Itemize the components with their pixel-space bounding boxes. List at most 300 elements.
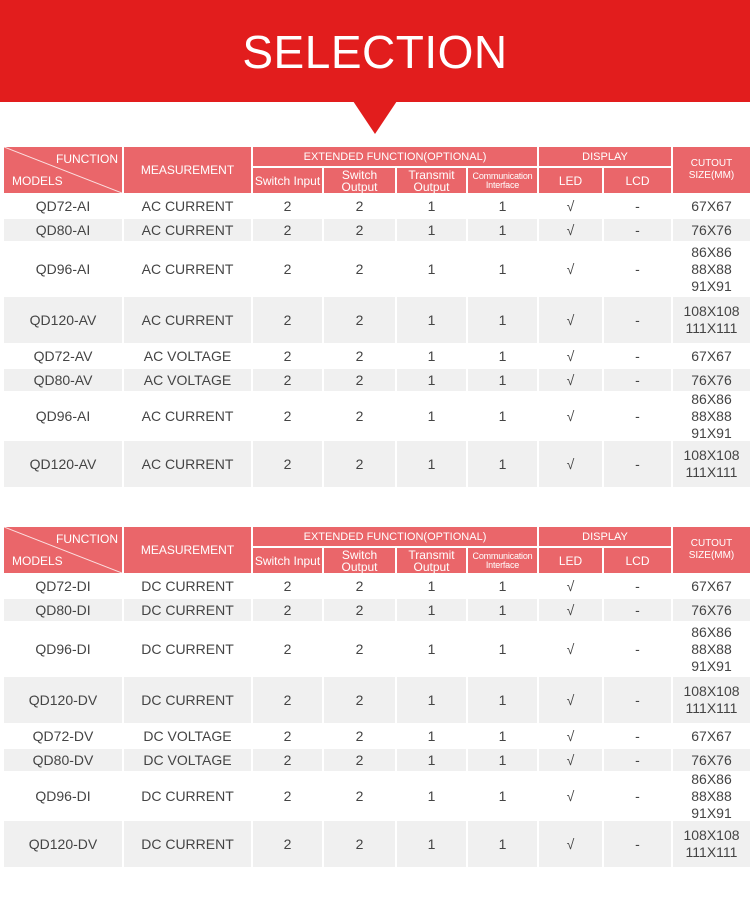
display-header bbox=[539, 147, 671, 166]
measurement-cell bbox=[124, 725, 251, 747]
measurement-cell bbox=[124, 677, 251, 723]
lcd-label: LCD bbox=[625, 173, 650, 188]
model-cell bbox=[4, 575, 122, 597]
transmit-output-cell bbox=[397, 773, 466, 819]
lcd-cell bbox=[604, 441, 671, 487]
cutout-value: 76X76 bbox=[691, 221, 732, 238]
led-cell bbox=[539, 219, 602, 241]
led-value: √ bbox=[566, 222, 575, 238]
led-cell bbox=[539, 243, 602, 295]
cutout-value: 76X76 bbox=[691, 601, 732, 618]
measurement-cell bbox=[124, 749, 251, 771]
model-value: QD72-DI bbox=[35, 578, 91, 594]
cutout-value: 67X67 bbox=[691, 727, 732, 744]
transmit-output-value: 1 bbox=[427, 312, 436, 328]
transmit-output-value: 1 bbox=[427, 456, 436, 472]
lcd-value: - bbox=[635, 692, 640, 708]
communication-value: 1 bbox=[498, 198, 507, 214]
lcd-cell bbox=[604, 677, 671, 723]
measurement-cell bbox=[124, 219, 251, 241]
switch-input-header bbox=[253, 548, 322, 573]
model-value: QD96-DI bbox=[35, 788, 91, 804]
models-label: MODELS bbox=[12, 174, 63, 188]
switch-input-cell bbox=[253, 725, 322, 747]
model-cell bbox=[4, 297, 122, 343]
banner-arrow bbox=[353, 101, 397, 134]
transmit-output-value: 1 bbox=[427, 261, 436, 277]
measurement-label: MEASUREMENT bbox=[140, 163, 235, 177]
lcd-cell bbox=[604, 219, 671, 241]
switch-output-value: 2 bbox=[355, 312, 364, 328]
switch-output-cell bbox=[324, 345, 395, 367]
transmit-output-cell bbox=[397, 441, 466, 487]
led-cell bbox=[539, 575, 602, 597]
lcd-value: - bbox=[635, 456, 640, 472]
transmit-output-value: 1 bbox=[427, 408, 436, 424]
model-value: QD96-AI bbox=[35, 261, 91, 277]
switch-input-value: 2 bbox=[283, 836, 292, 852]
communication-value: 1 bbox=[498, 372, 507, 388]
model-cell bbox=[4, 219, 122, 241]
led-value: √ bbox=[566, 728, 575, 744]
model-value: QD120-AV bbox=[29, 312, 97, 328]
switch-output-value: 2 bbox=[355, 788, 364, 804]
led-value: √ bbox=[566, 836, 575, 852]
switch-output-cell bbox=[324, 219, 395, 241]
measurement-value: DC VOLTAGE bbox=[143, 728, 232, 744]
measurement-cell bbox=[124, 623, 251, 675]
model-value: QD80-AI bbox=[35, 222, 91, 238]
communication-value: 1 bbox=[498, 788, 507, 804]
model-cell bbox=[4, 369, 122, 391]
selection-table-ac bbox=[4, 147, 750, 489]
switch-input-header-label: Switch Input bbox=[254, 173, 321, 188]
cutout-value: 67X67 bbox=[691, 347, 732, 364]
switch-input-value: 2 bbox=[283, 641, 292, 657]
communication-interface-header bbox=[468, 548, 537, 573]
switch-input-value: 2 bbox=[283, 312, 292, 328]
led-value: √ bbox=[566, 788, 575, 804]
switch-output-cell bbox=[324, 821, 395, 867]
communication-cell bbox=[468, 725, 537, 747]
model-cell bbox=[4, 243, 122, 295]
switch-output-cell bbox=[324, 243, 395, 295]
lcd-cell bbox=[604, 297, 671, 343]
transmit-output-cell bbox=[397, 749, 466, 771]
communication-value: 1 bbox=[498, 578, 507, 594]
switch-output-header-label: Switch Output bbox=[341, 548, 378, 573]
switch-input-value: 2 bbox=[283, 372, 292, 388]
switch-input-value: 2 bbox=[283, 261, 292, 277]
measurement-cell bbox=[124, 393, 251, 439]
communication-value: 1 bbox=[498, 728, 507, 744]
cutout-value: 91X91 bbox=[691, 424, 732, 439]
switch-input-cell bbox=[253, 195, 322, 217]
model-cell bbox=[4, 677, 122, 723]
communication-cell bbox=[468, 749, 537, 771]
cutout-header bbox=[673, 527, 750, 573]
measurement-cell bbox=[124, 599, 251, 621]
led-value: √ bbox=[566, 578, 575, 594]
lcd-cell bbox=[604, 599, 671, 621]
lcd-header bbox=[604, 168, 671, 193]
lcd-value: - bbox=[635, 728, 640, 744]
led-label: LED bbox=[558, 553, 583, 568]
cutout-cell bbox=[673, 773, 750, 819]
communication-cell bbox=[468, 821, 537, 867]
measurement-value: AC CURRENT bbox=[141, 198, 234, 214]
transmit-output-cell bbox=[397, 623, 466, 675]
measurement-value: AC CURRENT bbox=[141, 312, 234, 328]
model-value: QD80-AV bbox=[33, 372, 93, 388]
switch-input-value: 2 bbox=[283, 456, 292, 472]
switch-output-header bbox=[324, 548, 395, 573]
switch-output-cell bbox=[324, 773, 395, 819]
measurement-cell bbox=[124, 821, 251, 867]
switch-output-cell bbox=[324, 393, 395, 439]
lcd-value: - bbox=[635, 222, 640, 238]
cutout-value: 76X76 bbox=[691, 751, 732, 768]
led-cell bbox=[539, 773, 602, 819]
function-label: FUNCTION bbox=[56, 532, 118, 546]
measurement-value: AC CURRENT bbox=[141, 222, 234, 238]
switch-output-cell bbox=[324, 623, 395, 675]
switch-input-value: 2 bbox=[283, 198, 292, 214]
switch-output-header-label: Switch Output bbox=[341, 168, 378, 193]
switch-output-header bbox=[324, 168, 395, 193]
communication-cell bbox=[468, 345, 537, 367]
switch-input-value: 2 bbox=[283, 788, 292, 804]
cutout-value: 86X86 bbox=[691, 623, 732, 640]
cutout-value: 86X86 bbox=[691, 393, 732, 407]
transmit-output-cell bbox=[397, 219, 466, 241]
cutout-value: 111X111 bbox=[685, 844, 738, 860]
cutout-cell bbox=[673, 821, 750, 867]
lcd-value: - bbox=[635, 348, 640, 364]
cutout-value: 111X111 bbox=[685, 320, 738, 336]
lcd-label: LCD bbox=[625, 553, 650, 568]
switch-input-header-label: Switch Input bbox=[254, 553, 321, 568]
led-value: √ bbox=[566, 602, 575, 618]
switch-output-value: 2 bbox=[355, 602, 364, 618]
lcd-cell bbox=[604, 749, 671, 771]
function-label: FUNCTION bbox=[56, 152, 118, 166]
lcd-value: - bbox=[635, 372, 640, 388]
transmit-output-cell bbox=[397, 297, 466, 343]
communication-value: 1 bbox=[498, 408, 507, 424]
communication-cell bbox=[468, 441, 537, 487]
cutout-value: 76X76 bbox=[691, 371, 732, 388]
led-cell bbox=[539, 393, 602, 439]
switch-output-cell bbox=[324, 599, 395, 621]
transmit-output-cell bbox=[397, 677, 466, 723]
cutout-value: 88X88 bbox=[691, 787, 732, 804]
cutout-value: 86X86 bbox=[691, 773, 732, 787]
communication-value: 1 bbox=[498, 261, 507, 277]
cutout-value: 108X108 bbox=[683, 303, 740, 319]
cutout-label: CUTOUT SIZE(MM) bbox=[688, 158, 735, 181]
communication-value: 1 bbox=[498, 456, 507, 472]
model-cell bbox=[4, 773, 122, 819]
function-models-header bbox=[4, 147, 122, 193]
switch-input-cell bbox=[253, 599, 322, 621]
extended-function-label: EXTENDED FUNCTION(OPTIONAL) bbox=[303, 150, 487, 163]
switch-output-cell bbox=[324, 677, 395, 723]
led-value: √ bbox=[566, 312, 575, 328]
cutout-cell bbox=[673, 243, 750, 295]
measurement-header bbox=[124, 147, 251, 193]
switch-input-cell bbox=[253, 821, 322, 867]
communication-cell bbox=[468, 393, 537, 439]
switch-input-cell bbox=[253, 575, 322, 597]
extended-function-header bbox=[253, 147, 537, 166]
led-value: √ bbox=[566, 348, 575, 364]
cutout-value: 108X108 bbox=[683, 827, 740, 843]
communication-cell bbox=[468, 219, 537, 241]
switch-input-cell bbox=[253, 749, 322, 771]
switch-input-cell bbox=[253, 623, 322, 675]
cutout-cell bbox=[673, 195, 750, 217]
switch-output-value: 2 bbox=[355, 372, 364, 388]
display-label: DISPLAY bbox=[582, 150, 628, 163]
switch-output-value: 2 bbox=[355, 222, 364, 238]
communication-cell bbox=[468, 195, 537, 217]
transmit-output-cell bbox=[397, 243, 466, 295]
communication-value: 1 bbox=[498, 602, 507, 618]
cutout-cell bbox=[673, 393, 750, 439]
switch-output-cell bbox=[324, 441, 395, 487]
display-header bbox=[539, 527, 671, 546]
transmit-output-cell bbox=[397, 393, 466, 439]
lcd-value: - bbox=[635, 836, 640, 852]
communication-interface-header-label: Communication Interface bbox=[472, 550, 533, 570]
transmit-output-value: 1 bbox=[427, 728, 436, 744]
model-value: QD120-AV bbox=[29, 456, 97, 472]
communication-cell bbox=[468, 575, 537, 597]
led-label: LED bbox=[558, 173, 583, 188]
cutout-value: 111X111 bbox=[685, 464, 738, 480]
lcd-cell bbox=[604, 369, 671, 391]
models-label: MODELS bbox=[12, 554, 63, 568]
measurement-cell bbox=[124, 345, 251, 367]
cutout-cell bbox=[673, 219, 750, 241]
led-cell bbox=[539, 623, 602, 675]
lcd-value: - bbox=[635, 602, 640, 618]
led-value: √ bbox=[566, 261, 575, 277]
transmit-output-header-label: Transmit Output bbox=[408, 168, 455, 193]
measurement-label: MEASUREMENT bbox=[140, 543, 235, 557]
cutout-cell bbox=[673, 677, 750, 723]
switch-output-cell bbox=[324, 369, 395, 391]
switch-input-value: 2 bbox=[283, 578, 292, 594]
cutout-value: 88X88 bbox=[691, 640, 732, 657]
measurement-value: DC CURRENT bbox=[141, 602, 234, 618]
measurement-header bbox=[124, 527, 251, 573]
cutout-cell bbox=[673, 575, 750, 597]
switch-output-value: 2 bbox=[355, 578, 364, 594]
communication-cell bbox=[468, 369, 537, 391]
model-cell bbox=[4, 195, 122, 217]
cutout-value: 91X91 bbox=[691, 277, 732, 294]
measurement-value: AC CURRENT bbox=[141, 408, 234, 424]
cutout-value: 91X91 bbox=[691, 657, 732, 674]
led-cell bbox=[539, 195, 602, 217]
model-value: QD120-DV bbox=[28, 836, 98, 852]
switch-input-cell bbox=[253, 677, 322, 723]
led-cell bbox=[539, 749, 602, 771]
function-models-header bbox=[4, 527, 122, 573]
model-cell bbox=[4, 345, 122, 367]
led-cell bbox=[539, 297, 602, 343]
cutout-value: 91X91 bbox=[691, 804, 732, 819]
transmit-output-cell bbox=[397, 369, 466, 391]
communication-value: 1 bbox=[498, 222, 507, 238]
transmit-output-value: 1 bbox=[427, 578, 436, 594]
measurement-value: DC VOLTAGE bbox=[143, 752, 232, 768]
measurement-cell bbox=[124, 297, 251, 343]
communication-cell bbox=[468, 243, 537, 295]
switch-input-cell bbox=[253, 345, 322, 367]
lcd-value: - bbox=[635, 198, 640, 214]
cutout-cell bbox=[673, 297, 750, 343]
communication-cell bbox=[468, 623, 537, 675]
model-cell bbox=[4, 393, 122, 439]
model-value: QD72-AV bbox=[33, 348, 93, 364]
transmit-output-cell bbox=[397, 575, 466, 597]
transmit-output-cell bbox=[397, 599, 466, 621]
switch-output-cell bbox=[324, 575, 395, 597]
transmit-output-cell bbox=[397, 195, 466, 217]
switch-output-value: 2 bbox=[355, 408, 364, 424]
measurement-value: AC CURRENT bbox=[141, 261, 234, 277]
transmit-output-value: 1 bbox=[427, 836, 436, 852]
switch-input-cell bbox=[253, 773, 322, 819]
lcd-value: - bbox=[635, 312, 640, 328]
lcd-value: - bbox=[635, 641, 640, 657]
led-value: √ bbox=[566, 692, 575, 708]
cutout-value: 88X88 bbox=[691, 260, 732, 277]
measurement-value: DC CURRENT bbox=[141, 788, 234, 804]
model-cell bbox=[4, 623, 122, 675]
switch-output-value: 2 bbox=[355, 692, 364, 708]
cutout-value: 108X108 bbox=[683, 447, 740, 463]
switch-input-value: 2 bbox=[283, 692, 292, 708]
led-value: √ bbox=[566, 198, 575, 214]
transmit-output-value: 1 bbox=[427, 372, 436, 388]
cutout-cell bbox=[673, 599, 750, 621]
model-value: QD80-DI bbox=[35, 602, 91, 618]
transmit-output-value: 1 bbox=[427, 788, 436, 804]
communication-cell bbox=[468, 599, 537, 621]
led-cell bbox=[539, 345, 602, 367]
transmit-output-value: 1 bbox=[427, 348, 436, 364]
transmit-output-value: 1 bbox=[427, 602, 436, 618]
measurement-value: DC CURRENT bbox=[141, 692, 234, 708]
switch-output-cell bbox=[324, 195, 395, 217]
lcd-cell bbox=[604, 773, 671, 819]
selection-table-dc bbox=[4, 527, 750, 869]
lcd-header bbox=[604, 548, 671, 573]
lcd-cell bbox=[604, 575, 671, 597]
switch-output-value: 2 bbox=[355, 752, 364, 768]
model-cell bbox=[4, 725, 122, 747]
transmit-output-value: 1 bbox=[427, 752, 436, 768]
measurement-cell bbox=[124, 773, 251, 819]
cutout-label: CUTOUT SIZE(MM) bbox=[688, 538, 735, 561]
extended-function-label: EXTENDED FUNCTION(OPTIONAL) bbox=[303, 530, 487, 543]
switch-output-cell bbox=[324, 297, 395, 343]
lcd-value: - bbox=[635, 752, 640, 768]
measurement-cell bbox=[124, 195, 251, 217]
led-value: √ bbox=[566, 752, 575, 768]
switch-input-cell bbox=[253, 219, 322, 241]
communication-cell bbox=[468, 677, 537, 723]
cutout-cell bbox=[673, 345, 750, 367]
switch-input-cell bbox=[253, 393, 322, 439]
transmit-output-value: 1 bbox=[427, 222, 436, 238]
lcd-cell bbox=[604, 725, 671, 747]
switch-input-value: 2 bbox=[283, 728, 292, 744]
led-cell bbox=[539, 821, 602, 867]
measurement-cell bbox=[124, 369, 251, 391]
switch-input-value: 2 bbox=[283, 348, 292, 364]
model-value: QD72-DV bbox=[32, 728, 94, 744]
led-header bbox=[539, 168, 602, 193]
cutout-cell bbox=[673, 441, 750, 487]
switch-input-cell bbox=[253, 243, 322, 295]
measurement-value: DC CURRENT bbox=[141, 836, 234, 852]
transmit-output-value: 1 bbox=[427, 641, 436, 657]
measurement-value: DC CURRENT bbox=[141, 578, 234, 594]
lcd-value: - bbox=[635, 408, 640, 424]
lcd-cell bbox=[604, 195, 671, 217]
led-value: √ bbox=[566, 456, 575, 472]
cutout-value: 86X86 bbox=[691, 243, 732, 260]
model-cell bbox=[4, 441, 122, 487]
cutout-cell bbox=[673, 369, 750, 391]
communication-value: 1 bbox=[498, 836, 507, 852]
communication-value: 1 bbox=[498, 348, 507, 364]
cutout-value: 111X111 bbox=[685, 700, 738, 716]
communication-value: 1 bbox=[498, 641, 507, 657]
switch-output-value: 2 bbox=[355, 836, 364, 852]
model-value: QD120-DV bbox=[28, 692, 98, 708]
transmit-output-value: 1 bbox=[427, 692, 436, 708]
model-value: QD72-AI bbox=[35, 198, 91, 214]
lcd-cell bbox=[604, 345, 671, 367]
led-value: √ bbox=[566, 372, 575, 388]
lcd-value: - bbox=[635, 788, 640, 804]
measurement-value: AC CURRENT bbox=[141, 456, 234, 472]
cutout-header bbox=[673, 147, 750, 193]
extended-function-header bbox=[253, 527, 537, 546]
lcd-cell bbox=[604, 623, 671, 675]
transmit-output-header bbox=[397, 168, 466, 193]
lcd-cell bbox=[604, 243, 671, 295]
led-cell bbox=[539, 599, 602, 621]
switch-input-cell bbox=[253, 369, 322, 391]
led-cell bbox=[539, 677, 602, 723]
switch-input-value: 2 bbox=[283, 752, 292, 768]
switch-output-cell bbox=[324, 749, 395, 771]
cutout-value: 108X108 bbox=[683, 683, 740, 699]
communication-value: 1 bbox=[498, 692, 507, 708]
communication-interface-header-label: Communication Interface bbox=[472, 170, 533, 190]
model-cell bbox=[4, 821, 122, 867]
cutout-value: 88X88 bbox=[691, 407, 732, 424]
transmit-output-cell bbox=[397, 725, 466, 747]
transmit-output-cell bbox=[397, 821, 466, 867]
